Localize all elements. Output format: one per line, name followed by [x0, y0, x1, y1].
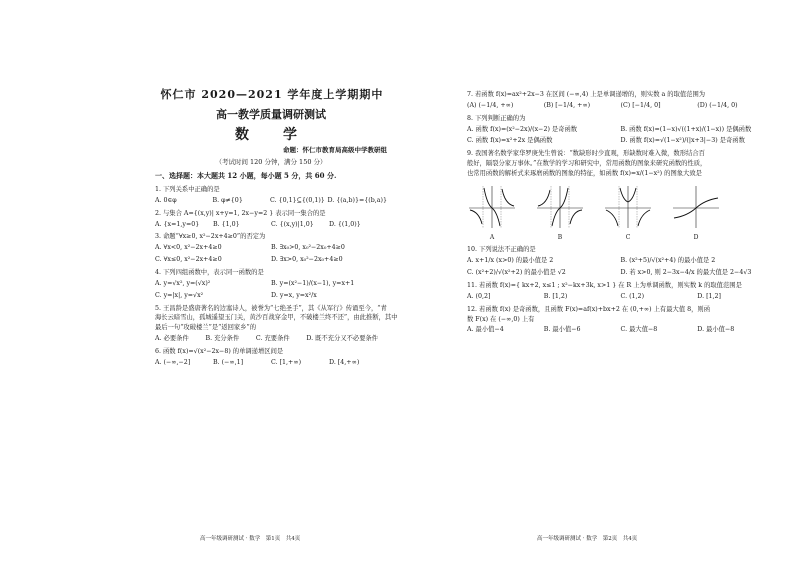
option: C. {(x,y)|1,0} — [271, 220, 314, 228]
option: B. {1,0} — [213, 220, 240, 228]
option: A. ∀x<0, x²−2x+4≥0 — [155, 244, 222, 252]
question-10: 10. 下列说法不正确的是 — [467, 246, 536, 254]
function-graph-a — [467, 184, 517, 230]
question-4: 4. 下列四组函数中，表示同一函数的是 — [155, 269, 264, 277]
question-9-line3: 也常用函数的解析式来琢磨函数的图象的特征，如函数 f(x)=x/(1−x²) 的图象大致是 — [467, 170, 702, 178]
question-2: 2. 与集合 A={(x,y)| x+y=1, 2x−y=2 } 表示同一集合的是 — [155, 209, 326, 217]
exam-subtitle: 高一教学质量调研测试 — [216, 107, 326, 121]
option: C. (x²+2)/√(x²+2) 的最小值是 √2 — [467, 269, 566, 277]
option: D. {(1,0)} — [329, 220, 361, 228]
option: C. [1,+∞) — [271, 358, 302, 366]
option: A. 函数 f(x)=(x²−2x)/(x−2) 是奇函数 — [467, 125, 578, 133]
option: D. 最小值−8 — [697, 326, 735, 334]
option: C. 函数 f(x)=x²+2x 是偶函数 — [467, 137, 553, 145]
option: A. y=√x², y=(√x)² — [155, 279, 211, 287]
question-7: 7. 若函数 f(x)=ax²+2x−3 在区间 (−∞,4) 上是单调递增的，则实数 a 的取值范围为 — [467, 91, 706, 98]
option: A. 必要条件 — [155, 335, 189, 343]
option: D. 既不充分又不必要条件 — [306, 335, 379, 343]
exam-title: 怀仁市 2020—2021 学年度上学期期中 — [160, 88, 384, 101]
option: B. (−∞,1] — [213, 358, 244, 366]
function-graph-c — [603, 184, 653, 230]
option: C. 充要条件 — [255, 335, 290, 343]
option: A. (−∞,−2] — [155, 358, 191, 366]
proposer: 命题：怀仁市教育局高级中学教研组 — [283, 146, 387, 154]
graph-option-a — [467, 184, 517, 242]
section-heading: 一、选择题：本大题共 12 小题，每小题 5 分，共 60 分. — [155, 171, 337, 181]
question-11: 11. 若函数 f(x)={ kx+2, x≤1 ; x²−kx+3k, x>1 } 在 R 上为单调函数，则实数 k 的取值范围是 — [467, 281, 742, 289]
option: A. 最小值−4 — [467, 326, 504, 334]
subject-title: 数 学 — [235, 126, 307, 143]
option: (C) [−1/4, 0] — [620, 101, 661, 109]
question-12-options — [467, 326, 774, 334]
graph-label: B — [557, 233, 563, 241]
option: (A) (−1/4, +∞) — [467, 101, 514, 109]
option: A. x+1/x (x>0) 的最小值是 2 — [467, 257, 554, 265]
question-3-options — [155, 244, 387, 264]
question-6: 6. 函数 f(x)=√(x²−2x−8) 的单调递增区间是 — [155, 348, 284, 356]
question-11-options — [467, 293, 774, 301]
question-4-options — [155, 280, 387, 300]
option: A. {x=1,y=0} — [155, 220, 200, 228]
question-1-options — [155, 197, 387, 205]
graph-label: A — [489, 233, 495, 241]
graph-option-d — [671, 184, 721, 242]
question-9: 9. 我国著名数学家华罗庚先生曾说：“数缺形时少直观，形缺数时难入微，数形结合百 — [467, 150, 705, 158]
graph-option-b — [535, 184, 585, 242]
option: C. (1,2) — [620, 292, 645, 300]
option: A. (0,2] — [467, 292, 491, 300]
option: D. 函数 f(x)=√(1−x²)/(|x+3|−3) 是奇函数 — [620, 137, 745, 145]
option: D. y=x, y=x²/x — [271, 291, 317, 299]
option: B. [1,2) — [543, 292, 568, 300]
question-7-options — [467, 102, 774, 110]
option: D. [1,2] — [697, 292, 722, 300]
exam-info: （考试时间 120 分钟，满分 150 分） — [215, 158, 327, 167]
page-footer: 高一年级调研测试 · 数学 第2页 共4页 — [537, 536, 638, 543]
graph-option-c — [603, 184, 653, 242]
option: D. {(a,b)}={(b,a)} — [327, 196, 387, 204]
question-2-options — [155, 221, 387, 229]
page-2 — [397, 0, 794, 561]
option: B. 函数 f(x)=(1−x)√((1+x)/(1−x)) 是偶函数 — [620, 125, 752, 133]
question-12: 12. 若函数 f(x) 是奇函数，且函数 F(x)=af(x)+bx+2 在 (0,+∞) 上有最大值 8，则函 — [467, 305, 711, 313]
graph-label: C — [625, 233, 631, 241]
option: B. 最小值−6 — [543, 326, 581, 334]
page-footer: 高一年级调研测试 · 数学 第1页 共4页 — [200, 536, 301, 543]
question-10-options — [467, 257, 774, 277]
question-5-options — [155, 335, 387, 343]
question-12-line2: 数 F(x) 在 (−∞,0) 上有 — [467, 315, 535, 323]
graph-label: D — [693, 233, 699, 241]
question-5: 5. 王昌龄是盛唐著名的边塞诗人，被誉为“七绝圣手”，其《从军行》传诵至今，“青 — [155, 304, 387, 312]
question-1: 1. 下列关系中正确的是 — [155, 186, 220, 193]
question-5-line2: 海长云暗雪山，孤城遥望玉门关，黄沙百战穿金甲，不破楼兰终不还”，由此推断，其中 — [155, 314, 398, 322]
question-6-options — [155, 359, 387, 367]
function-graph-b — [535, 184, 585, 230]
option: B. ∃x₀>0, x₀²−2x₀+4≥0 — [271, 244, 345, 252]
question-9-graphs — [467, 184, 774, 242]
option: C. {0,1}⊆{(0,1)} — [269, 196, 325, 204]
option: C. ∀x≤0, x²−2x+4≥0 — [155, 256, 222, 264]
option: C. y=|x|, y=√x² — [155, 291, 204, 299]
question-3: 3. 命题“∀x≥0, x²−2x+4≥0”的否定为 — [155, 233, 266, 241]
option: D. ∃x>0, x₀²−2x₀+4≥0 — [271, 256, 343, 264]
option: D. [4,+∞) — [329, 358, 360, 366]
question-9-line2: 般好，隔裂分家万事休。”在数学的学习和研究中，常用函数的图象来研究函数的性质， — [467, 160, 707, 168]
option: (D) (−1/4, 0) — [697, 101, 738, 109]
option: B. y=(x²−1)/(x−1), y=x+1 — [271, 279, 355, 287]
option: A. 0∈φ — [155, 196, 177, 204]
option: (B) [−1/4, +∞) — [543, 101, 591, 109]
option: C. 最大值−8 — [620, 326, 658, 334]
question-8: 8. 下列判断正确的为 — [467, 114, 526, 122]
option: D. 若 x>0, 则 2−3x−4/x 的最大值是 2−4√3 — [620, 269, 752, 277]
option: B. φ≠{0} — [212, 196, 243, 204]
question-8-options — [467, 126, 774, 146]
option: B. 充分条件 — [205, 335, 240, 343]
option: B. (x²+5)/√(x²+4) 的最小值是 2 — [620, 257, 716, 265]
question-5-line3: 最后一句“攻破楼兰”是“返回家乡”的 — [155, 324, 257, 332]
function-graph-d — [671, 184, 721, 230]
